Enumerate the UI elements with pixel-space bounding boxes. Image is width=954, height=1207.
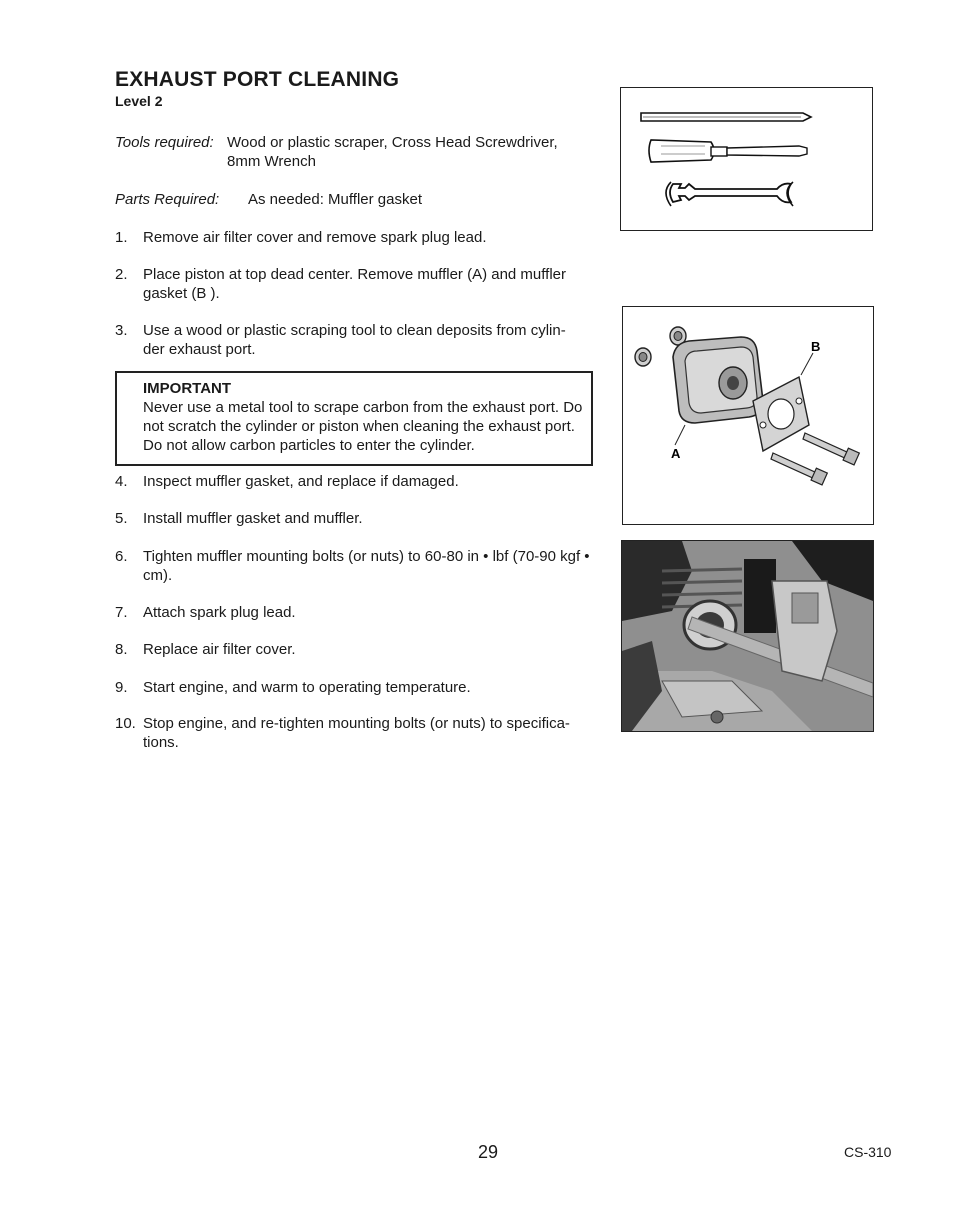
step-number: 10. (115, 715, 136, 732)
step-number: 3. (115, 322, 128, 339)
model-number: CS-310 (844, 1144, 892, 1160)
level-label: Level 2 (115, 93, 163, 109)
label-a: A (671, 446, 681, 461)
important-body: Never use a metal tool to scrape carbon from the exhaust port. Do not scratch the cylinder or piston when cleaning the exhaust port. Do not allow carbon particles to enter the cylinder. (143, 399, 583, 454)
step-text: Inspect muffler gasket, and replace if damaged. (143, 473, 459, 490)
tools-figure (620, 87, 873, 231)
exhaust-port-cleaning-illustration (622, 541, 873, 731)
muffler-exploded-figure (622, 306, 874, 525)
step-text: Attach spark plug lead. (143, 604, 296, 621)
tools-line-2: 8mm Wrench (227, 153, 316, 170)
step-number: 7. (115, 604, 128, 621)
muffler-icon (673, 337, 763, 423)
step-text: Replace air filter cover. (143, 641, 296, 658)
step-number: 8. (115, 641, 128, 658)
tools-line-1: Wood or plastic scraper, Cross Head Screwdriver, (227, 134, 558, 151)
page-number: 29 (478, 1142, 499, 1162)
step-number: 9. (115, 679, 128, 696)
screwdriver-icon (649, 140, 807, 162)
wrench-icon (666, 182, 793, 206)
step-text: Tighten muffler mounting bolts (or nuts) to 60-80 in • lbf (70-90 kgf • cm). (143, 548, 590, 584)
scraper-icon (641, 113, 811, 121)
label-b: B (811, 339, 821, 354)
bolt-icon (803, 433, 859, 465)
parts-value: As needed: Muffler gasket (248, 191, 422, 208)
important-notice-box (115, 371, 593, 466)
step-number: 4. (115, 473, 128, 490)
step-number: 1. (115, 229, 128, 246)
bolt-icon (771, 453, 827, 485)
step-text: Place piston at top dead center. Remove muffler (A) and muffler gasket (B ). (143, 266, 567, 302)
step-text: Start engine, and warm to operating temperature. (143, 679, 471, 696)
nut-icon (635, 348, 651, 366)
page-title: EXHAUST PORT CLEANING (115, 68, 400, 91)
step-number: 5. (115, 510, 128, 527)
step-text: Use a wood or plastic scraping tool to clean deposits from cylin- der exhaust port. (143, 322, 566, 358)
step-text: Remove air filter cover and remove spark plug lead. (143, 229, 487, 246)
muffler-illustration (623, 307, 873, 524)
tools-label: Tools required: (115, 134, 214, 151)
important-heading: IMPORTANT (143, 380, 232, 397)
step-text: Install muffler gasket and muffler. (143, 510, 363, 527)
step-number: 6. (115, 548, 128, 565)
step-text: Stop engine, and re-tighten mounting bolts (or nuts) to specifica- tions. (143, 715, 570, 751)
tools-illustration (621, 88, 872, 230)
exhaust-port-photo (621, 540, 874, 732)
step-number: 2. (115, 266, 128, 283)
parts-label: Parts Required: (115, 191, 220, 208)
